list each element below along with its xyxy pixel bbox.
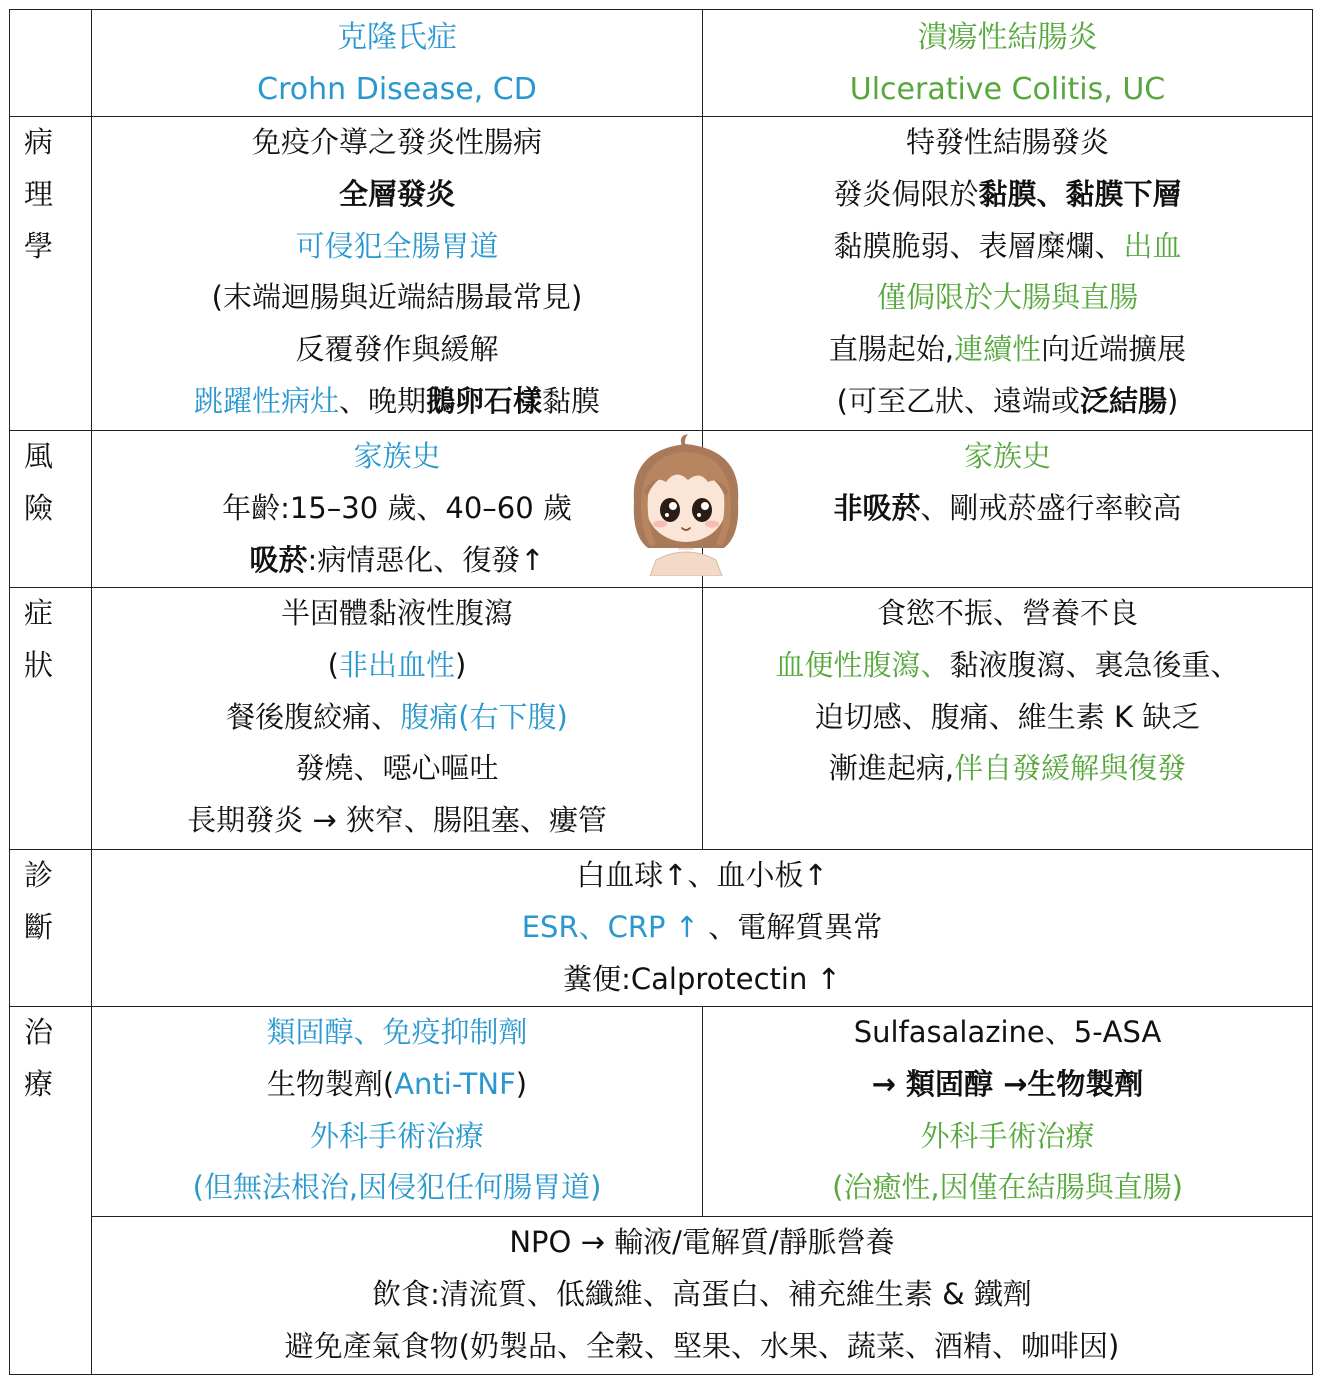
uc-title-zh: 潰瘍性結腸炎 xyxy=(917,20,1098,55)
chibi-girl-illustration xyxy=(612,432,760,576)
diagnosis-label: 診 斷 xyxy=(10,850,92,1007)
header-uc xyxy=(703,10,1313,117)
symptoms-row xyxy=(10,588,1313,850)
cd-title-en: Crohn Disease, CD xyxy=(257,72,537,107)
cd-title-zh: 克隆氏症 xyxy=(337,20,457,55)
pathology-cd: 免疫介導之發炎性腸病 全層發炎 可侵犯全腸胃道 (末端迴腸與近端結腸最常見) 反覆發作與緩解 跳躍性病灶、晚期鵝卵石樣黏膜 xyxy=(92,117,703,431)
header-row xyxy=(10,10,1313,117)
symptoms-uc: 食慾不振、營養不良 血便性腹瀉、黏液腹瀉、裏急後重、 迫切感、腹痛、維生素 K 缺乏 漸進起病,伴自發緩解與復發 xyxy=(703,588,1313,850)
uc-title-en: Ulcerative Colitis, UC xyxy=(849,72,1166,107)
risk-cd: 家族史 年齡:15–30 歲、40–60 歲 吸菸:病情惡化、復發↑ xyxy=(92,431,703,588)
treatment-shared: NPO → 輸液/電解質/靜脈營養 飲食:清流質、低纖維、高蛋白、補充維生素 & 鐵劑 避免產氣食物(奶製品、全穀、堅果、水果、蔬菜、酒精、咖啡因) xyxy=(92,1217,1313,1375)
header-corner xyxy=(10,10,92,117)
symptoms-label: 症 狀 xyxy=(10,588,92,850)
comparison-table xyxy=(9,9,1313,1375)
treatment-uc: Sulfasalazine、5-ASA → 類固醇 →生物製劑 外科手術治療 (治癒性,因僅在結腸與直腸) xyxy=(703,1007,1313,1217)
risk-label: 風 險 xyxy=(10,431,92,588)
treatment-row xyxy=(10,1007,1313,1217)
pathology-row xyxy=(10,117,1313,431)
treatment-cd: 類固醇、免疫抑制劑 生物製劑(Anti-TNF) 外科手術治療 (但無法根治,因侵犯任何腸胃道) xyxy=(92,1007,703,1217)
pathology-uc: 特發性結腸發炎 發炎侷限於黏膜、黏膜下層 黏膜脆弱、表層糜爛、出血 僅侷限於大腸與直腸 直腸起始,連續性向近端擴展 (可至乙狀、遠端或泛結腸) xyxy=(703,117,1313,431)
treatment-shared-row xyxy=(10,1217,1313,1375)
symptoms-cd: 半固體黏液性腹瀉 (非出血性) 餐後腹絞痛、腹痛(右下腹) 發燒、噁心嘔吐 長期發炎 → 狹窄、腸阻塞、瘻管 xyxy=(92,588,703,850)
treatment-label: 治 療 xyxy=(10,1007,92,1375)
risk-uc: 家族史 非吸菸、剛戒菸盛行率較高 xyxy=(703,431,1313,588)
pathology-label: 病 理 學 xyxy=(10,117,92,431)
diagnosis-row xyxy=(10,850,1313,1007)
header-cd xyxy=(92,10,703,117)
diagnosis-content: 白血球↑、血小板↑ ESR、CRP ↑ 、電解質異常 糞便:Calprotectin ↑ xyxy=(92,850,1313,1007)
